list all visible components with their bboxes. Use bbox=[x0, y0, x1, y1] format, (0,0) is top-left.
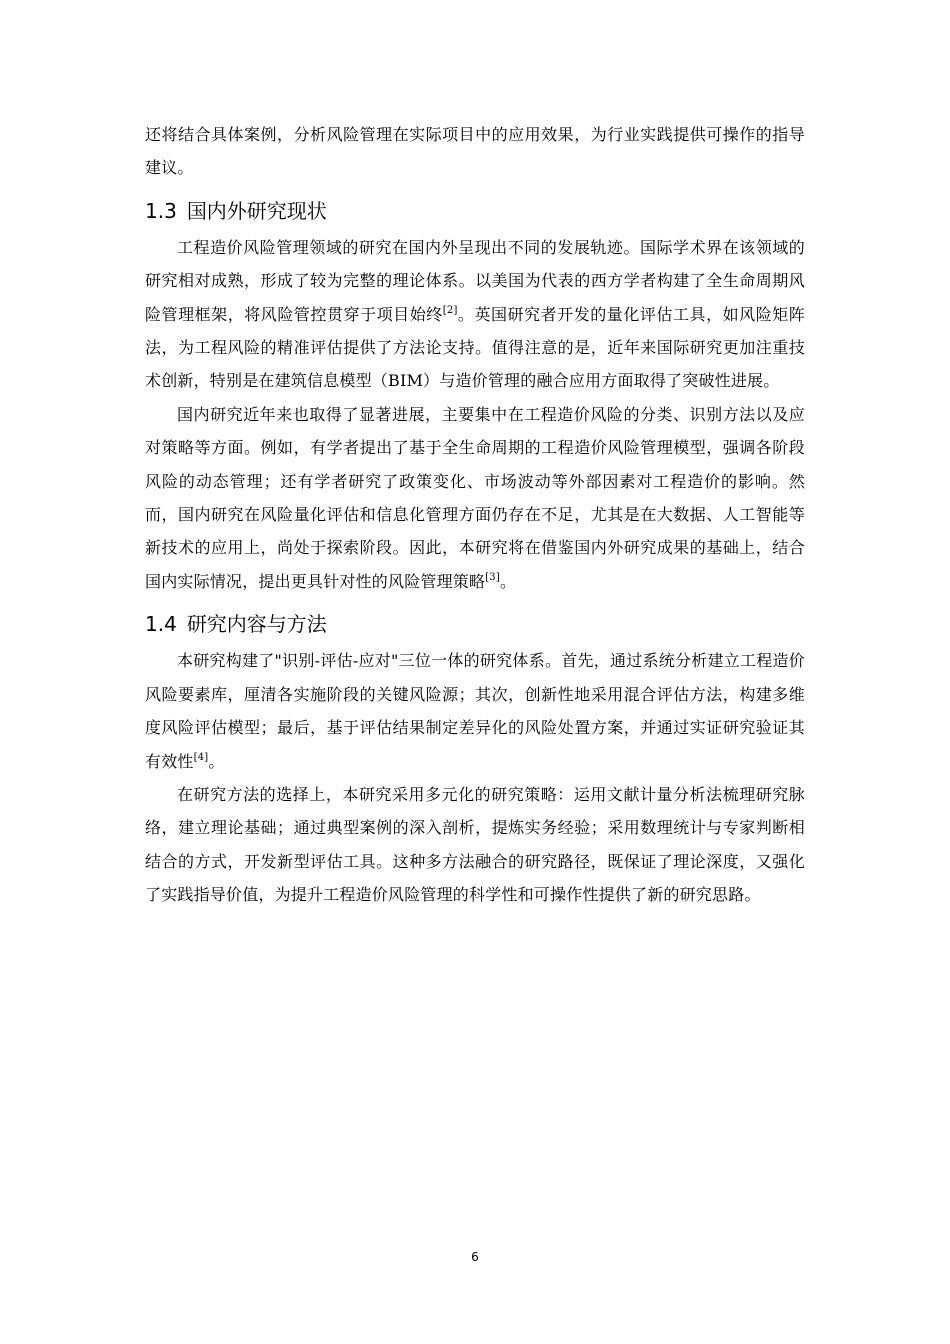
page-content bbox=[145, 118, 805, 912]
paragraph-text: 国内研究近年来也取得了显著进展，主要集中在工程造价风险的分类、识别方法以及应对策略等方面。例如，有学者提出了基于全生命周期的工程造价风险管理模型，强调各阶段风险的动态管理；还有学者研究了政策变化、市场波动等外部因素对工程造价的影响。然而，国内研究在风险量化评估和信息化管理方面仍存在不足，尤其是在大数据、人工智能等新技术的应用上，尚处于探索阶段。因此，本研究将在借鉴国内外研究成果的基础上，结合国内实际情况，提出更具针对性的风险管理策略 bbox=[145, 404, 805, 591]
paragraph-text: 。英国研究者开发的量化评估工具，如风险矩阵法，为工程风险的精准评估提供了方法论支持。值得注意的是，近年来国际研究更加注重技术创新，特别是在建筑信息模型（BIM）与造价管理的融合应用方面取得了突破性进展。 bbox=[145, 304, 805, 391]
citation-marker: [3] bbox=[485, 571, 500, 583]
section-1-4-paragraph-2: 在研究方法的选择上，本研究采用多元化的研究策略：运用文献计量分析法梳理研究脉络，建立理论基础；通过典型案例的深入剖析，提炼实务经验；采用数理统计与专家判断相结合的方式，开发新型评估工具。这种多方法融合的研究路径，既保证了理论深度，又强化了实践指导价值，为提升工程造价风险管理的科学性和可操作性提供了新的研究思路。 bbox=[145, 784, 805, 905]
section-1-3-paragraph-2 bbox=[145, 398, 805, 598]
citation-marker: [2] bbox=[442, 304, 458, 316]
section-heading-1-4 bbox=[145, 604, 805, 644]
page-number: 6 bbox=[471, 1250, 479, 1264]
section-1-4-paragraph-1 bbox=[145, 644, 805, 778]
paragraph-text: 工程造价风险管理领域的研究在国内外呈现出不同的发展轨迹。国际学术界在该领域的研究相对成熟，形成了较为完整的理论体系。以美国为代表的西方学者构建了全生命周期风险管理框架，将风险管控贯穿于项目始终 bbox=[145, 237, 805, 324]
section-heading-1-3 bbox=[145, 191, 805, 231]
paragraph-text: 本研究构建了"识别-评估-应对"三位一体的研究体系。首先，通过系统分析建立工程造价风险要素库，厘清各实施阶段的关键风险源；其次，创新性地采用混合评估方法，构建多维度风险评估模型；最后，基于评估结果制定差异化的风险处置方案，并通过实证研究验证其有效性 bbox=[145, 651, 805, 771]
citation-marker: [4] bbox=[193, 751, 209, 763]
paragraph-text: 。 bbox=[208, 751, 225, 771]
intro-continuation-paragraph: 还将结合具体案例，分析风险管理在实际项目中的应用效果，为行业实践提供可操作的指导建议。 bbox=[145, 125, 805, 178]
section-number: 1.3 bbox=[145, 198, 177, 223]
section-title: 研究内容与方法 bbox=[186, 612, 327, 637]
section-1-3-paragraph-1 bbox=[145, 231, 805, 398]
section-number: 1.4 bbox=[145, 612, 177, 637]
section-title: 国内外研究现状 bbox=[186, 198, 327, 223]
paragraph-text: 。 bbox=[499, 571, 517, 591]
